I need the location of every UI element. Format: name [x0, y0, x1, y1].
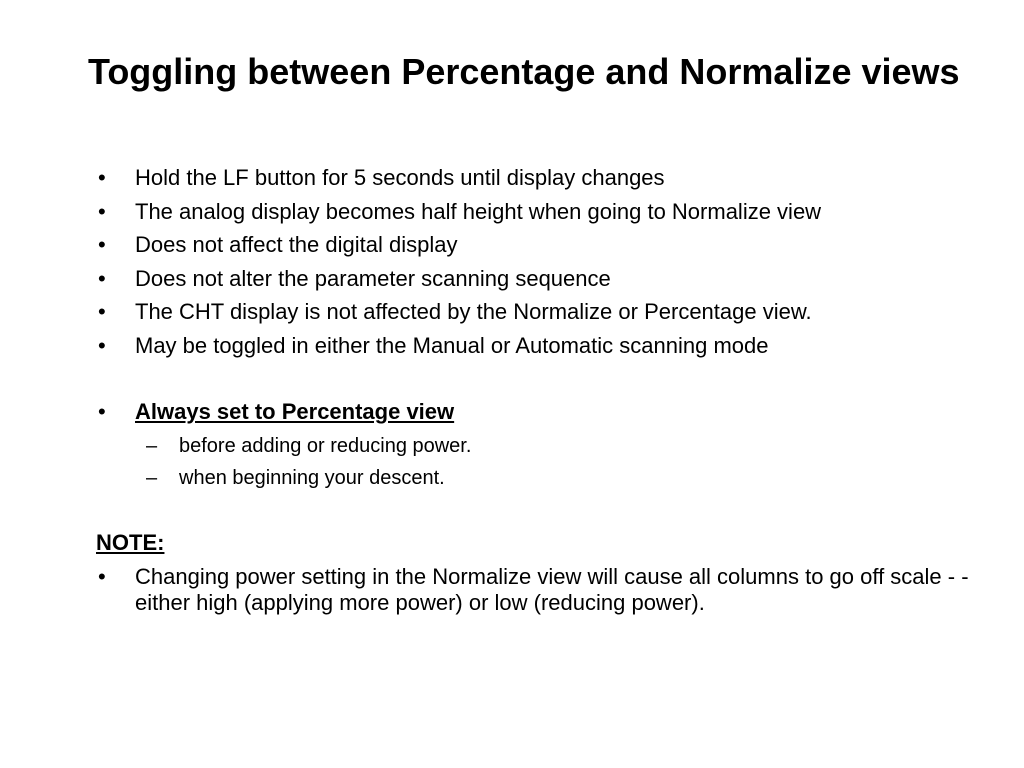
- bullet-text: The CHT display is not affected by the Normalize or Percentage view.: [135, 299, 812, 324]
- bullet-marker: •: [98, 265, 106, 291]
- bullet-text: Hold the LF button for 5 seconds until display changes: [135, 165, 665, 190]
- bullet-text: Does not affect the digital display: [135, 232, 458, 257]
- bullet-text: May be toggled in either the Manual or Automatic scanning mode: [135, 332, 769, 358]
- emphasis-bullet: [96, 399, 986, 425]
- note-text: Changing power setting in the Normalize view will cause all columns to go off scale - - either high (applying more power) or low (reducing power).: [135, 563, 969, 615]
- bullet-marker: •: [98, 332, 106, 358]
- note-heading: NOTE:: [96, 529, 165, 555]
- bullet-marker: •: [98, 198, 106, 224]
- slide-title: Toggling between Percentage and Normalize views: [88, 51, 960, 92]
- bullet-marker: •: [98, 563, 106, 589]
- bullet-marker: •: [98, 165, 106, 190]
- bullet-item: [96, 333, 986, 359]
- bullet-item: [96, 165, 986, 191]
- sub-item: [96, 465, 986, 491]
- dash-marker: –: [146, 466, 158, 489]
- sub-item: [96, 433, 986, 459]
- bullet-item: [96, 299, 986, 325]
- spacer: [96, 497, 986, 530]
- sub-item-text: when beginning your descent.: [179, 466, 445, 489]
- spacer: [96, 366, 986, 399]
- bullet-marker: •: [98, 399, 106, 424]
- dash-marker: –: [146, 434, 158, 457]
- emphasis-text: Always set to Percentage view: [135, 399, 455, 424]
- bullet-item: [96, 266, 986, 292]
- slide-content: [96, 165, 986, 623]
- bullet-marker: •: [98, 232, 106, 257]
- bullet-marker: •: [98, 299, 106, 324]
- note-bullet: [96, 564, 986, 616]
- sub-item-text: before adding or reducing power.: [179, 434, 472, 457]
- bullet-text: The analog display becomes half height when going to Normalize view: [135, 198, 822, 224]
- bullet-text: Does not alter the parameter scanning sequence: [135, 265, 611, 291]
- bullet-item: [96, 199, 986, 225]
- bullet-item: [96, 232, 986, 258]
